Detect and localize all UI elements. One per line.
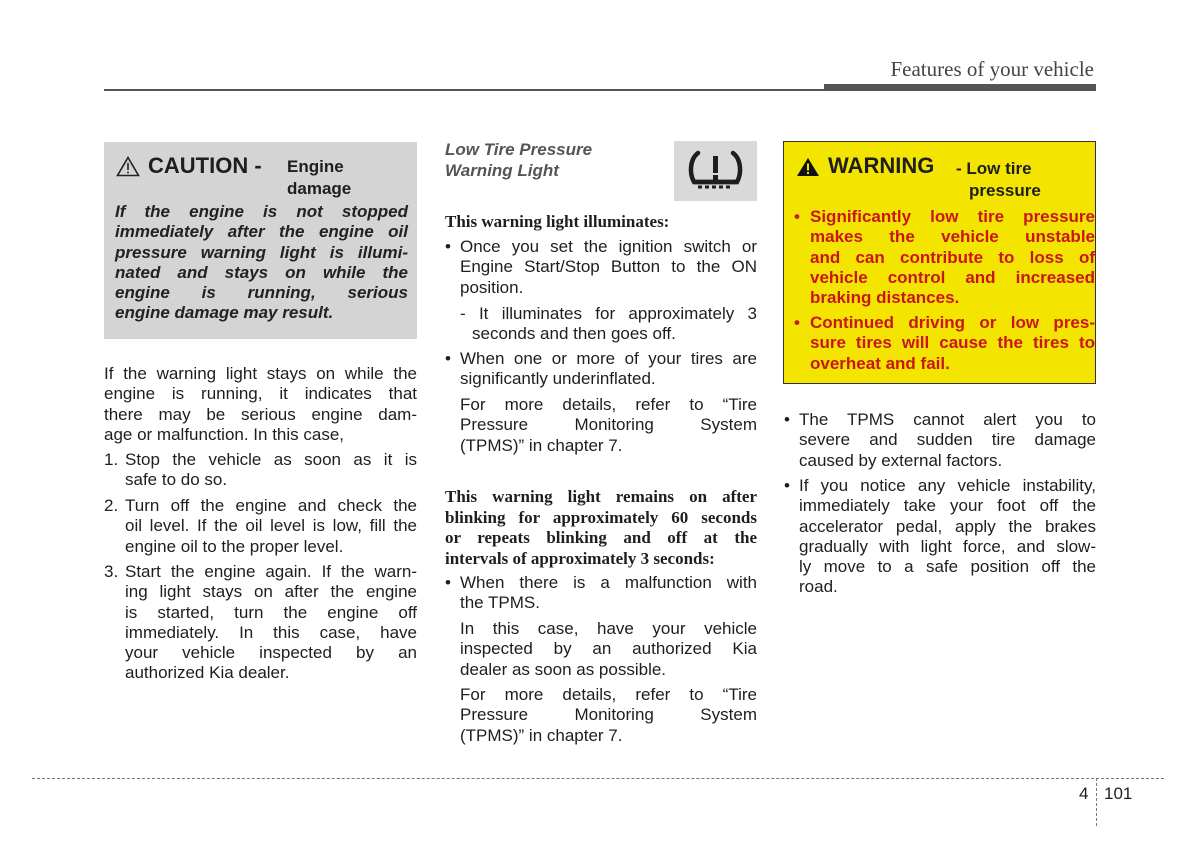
tire-pressure-warning-icon <box>674 141 757 201</box>
caution-line: If the engine is not stopped <box>115 202 408 221</box>
text-line: oil level. If the oil level is low, fill the <box>125 516 417 536</box>
text-line: - It illuminates for approximately 3 <box>460 304 757 323</box>
text-line: engine is running, it indicates that <box>104 384 417 404</box>
bullet-dot: • <box>784 476 790 495</box>
bullet-dot: • <box>445 573 451 592</box>
step-number: 1. <box>104 450 119 469</box>
warning-subtitle-1: - Low tire <box>956 159 1032 178</box>
text-line: Pressure Monitoring System <box>460 705 757 725</box>
warning-subtitle-2: pressure <box>969 181 1041 200</box>
bullet-dot: • <box>445 349 451 368</box>
text-line: is started, turn the engine off <box>125 602 417 622</box>
section-heading-line: Warning Light <box>445 160 559 180</box>
text-line: When one or more of your tires are <box>460 349 757 368</box>
malfunction-para-1 <box>460 619 757 680</box>
bullet-dot: • <box>794 207 800 226</box>
text-line: age or malfunction. In this case, <box>104 424 345 444</box>
text-line: Pressure Monitoring System <box>460 415 757 435</box>
text-line: (TPMS)” in chapter 7. <box>460 435 623 455</box>
caution-text <box>115 202 408 324</box>
bullet-instability <box>784 476 1096 598</box>
text-line: vehicle control and increased <box>810 267 1095 287</box>
text-line: dealer as soon as possible. <box>460 659 667 679</box>
text-line: overheat and fail. <box>810 353 950 373</box>
text-line: This warning light remains on after <box>445 487 757 506</box>
bullet-dot: • <box>445 237 451 256</box>
step-2 <box>104 496 417 557</box>
text-line: the TPMS. <box>460 593 540 613</box>
text-line: road. <box>799 577 838 597</box>
text-line: immediately take your foot off the <box>799 496 1096 516</box>
text-line: caused by external factors. <box>799 450 1003 470</box>
text-line: blinking for approximately 60 seconds <box>445 507 757 527</box>
section-heading-line: Low Tire Pressure <box>445 140 593 159</box>
text-line: Engine Start/Stop Button to the ON <box>460 257 757 277</box>
text-line: position. <box>460 277 524 297</box>
text-line: your vehicle inspected by an <box>125 643 417 663</box>
text-line: authorized Kia dealer. <box>125 663 290 683</box>
caution-line: immediately after the engine oil <box>115 222 408 242</box>
text-line: or repeats blinking and off at the <box>445 528 757 547</box>
text-line: If the warning light stays on while the <box>104 364 417 383</box>
text-line: ly move to a safe position off the <box>799 557 1096 577</box>
caution-label: CAUTION - <box>148 153 262 178</box>
caution-line: engine is running, serious <box>115 283 408 303</box>
text-line: Significantly low tire pressure <box>810 207 1095 226</box>
text-line: The TPMS cannot alert you to <box>799 410 1096 429</box>
text-line: Stop the vehicle as soon as it is <box>125 450 417 469</box>
warning-label: WARNING <box>828 153 935 178</box>
text-line: engine oil to the proper level. <box>125 536 344 556</box>
header-rule <box>104 89 826 91</box>
text-line: accelerator pedal, apply the brakes <box>799 516 1096 536</box>
text-line: Once you set the ignition switch or <box>460 237 757 256</box>
section-heading <box>445 140 592 181</box>
text-line: Turn off the engine and check the <box>125 496 417 515</box>
malfunction-para-2 <box>460 685 757 746</box>
text-line: When there is a malfunction with <box>460 573 757 592</box>
step-number: 2. <box>104 496 119 515</box>
caution-triangle-icon <box>116 156 140 182</box>
text-line: For more details, refer to “Tire <box>460 685 757 704</box>
bullet-underinflated-more <box>460 395 757 456</box>
bullet-tpms-limits <box>784 410 1096 471</box>
illuminates-heading: This warning light illuminates: <box>445 212 670 231</box>
text-line: ing light stays on after the engine <box>125 582 417 602</box>
warning-box <box>783 141 1096 384</box>
text-line: makes the vehicle unstable <box>810 227 1095 247</box>
bullet-underinflated <box>445 349 757 390</box>
caution-line: nated and stays on while the <box>115 262 408 282</box>
text-line: If you notice any vehicle instability, <box>799 476 1096 495</box>
section-title: Features of your vehicle <box>890 57 1094 81</box>
text-line: Start the engine again. If the warn- <box>125 562 417 581</box>
text-line: gradually with light force, and slow- <box>799 536 1096 556</box>
chapter-number: 4 <box>1079 784 1089 803</box>
warning-heading <box>796 153 1086 203</box>
step-number: 3. <box>104 562 119 581</box>
caution-line: pressure warning light is illumi- <box>115 242 408 262</box>
text-line: there may be serious engine dam- <box>104 404 417 424</box>
header-rule-thick <box>824 84 1096 91</box>
bullet-ignition <box>445 237 757 298</box>
text-line: (TPMS)” in chapter 7. <box>460 725 623 745</box>
step-1 <box>104 450 417 491</box>
warning-triangle-icon <box>796 157 820 182</box>
text-line: and can contribute to loss of <box>810 247 1095 267</box>
bullet-ignition-sub <box>460 304 757 345</box>
caution-subtitle-2: damage <box>287 179 352 198</box>
text-line: In this case, have your vehicle <box>460 619 757 638</box>
text-line: For more details, refer to “Tire <box>460 395 757 414</box>
text-line: seconds and then goes off. <box>472 324 676 344</box>
bullet-dot: • <box>794 313 800 332</box>
caution-subtitle-1: Engine <box>287 157 344 176</box>
bullet-dot: • <box>784 410 790 429</box>
caution-box <box>104 142 417 339</box>
bullet-malfunction <box>445 573 757 614</box>
caution-line: engine damage may result. <box>115 303 334 323</box>
page-number: 101 <box>1104 784 1133 803</box>
text-line: significantly underinflated. <box>460 369 656 389</box>
text-line: severe and sudden tire damage <box>799 430 1096 450</box>
blink-heading <box>445 487 757 569</box>
step-3 <box>104 562 417 684</box>
text-line: Continued driving or low pres- <box>810 313 1095 332</box>
column1-intro <box>104 364 417 445</box>
text-line: intervals of approximately 3 seconds: <box>445 548 715 568</box>
text-line: inspected by an authorized Kia <box>460 639 757 659</box>
text-line: sure tires will cause the tires to <box>810 333 1095 353</box>
footer-rule <box>32 778 1164 779</box>
text-line: safe to do so. <box>125 470 228 490</box>
text-line: braking distances. <box>810 288 960 308</box>
footer-divider <box>1096 778 1097 826</box>
text-line: immediately. In this case, have <box>125 622 417 642</box>
